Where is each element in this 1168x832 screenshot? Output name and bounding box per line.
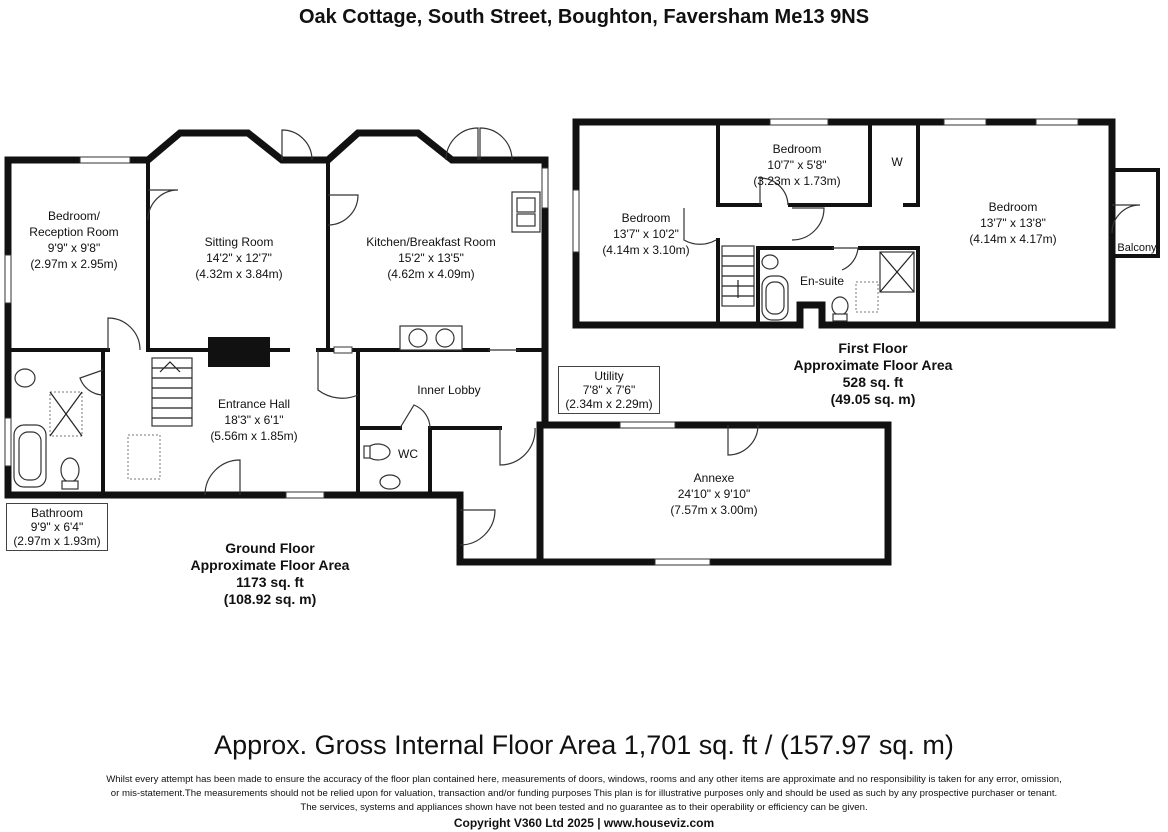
room-label-sitting-room	[195, 235, 282, 281]
svg-text:Annexe: Annexe	[693, 471, 735, 485]
svg-text:Bedroom: Bedroom	[621, 211, 671, 225]
svg-text:Bedroom: Bedroom	[988, 200, 1038, 214]
svg-text:(5.56m x 1.85m): (5.56m x 1.85m)	[210, 429, 298, 443]
room-label-annexe	[670, 471, 757, 517]
svg-text:(4.14m x 3.10m): (4.14m x 3.10m)	[602, 243, 690, 257]
room-label-ff-bedroom-right	[969, 200, 1056, 246]
svg-text:Bedroom: Bedroom	[772, 142, 822, 156]
room-label-entrance-hall	[210, 397, 297, 443]
room-label-inner-lobby: Inner Lobby	[417, 383, 481, 397]
room-label-kitchen	[366, 235, 495, 281]
svg-text:10'7" x 5'8": 10'7" x 5'8"	[767, 158, 827, 172]
svg-text:24'10" x 9'10": 24'10" x 9'10"	[677, 487, 751, 501]
svg-text:13'7" x 13'8": 13'7" x 13'8"	[980, 216, 1046, 230]
first-floor-area: First Floor Approximate Floor Area 528 sq. ft (49.05 sq. m)	[793, 340, 953, 407]
svg-text:13'7" x 10'2": 13'7" x 10'2"	[613, 227, 679, 241]
room-label-utility: Utility 7'8" x 7'6" (2.34m x 2.29m)	[558, 366, 660, 414]
room-label-bathroom: Bathroom 9'9" x 6'4" (2.97m x 1.93m)	[6, 503, 108, 551]
svg-text:Reception Room: Reception Room	[29, 225, 119, 239]
copyright: Copyright V360 Ltd 2025 | www.houseviz.com	[453, 816, 715, 830]
room-label-bedroom-reception	[29, 209, 118, 271]
room-label-ensuite: En-suite	[799, 274, 845, 288]
svg-text:(4.14m x 4.17m): (4.14m x 4.17m)	[969, 232, 1057, 246]
room-label-wc: WC	[398, 447, 418, 461]
room-label-balcony: Balcony	[1117, 242, 1157, 254]
room-label-ff-bedroom-small	[753, 142, 840, 188]
room-label-wardrobe: W	[891, 155, 903, 169]
svg-text:Kitchen/Breakfast Room: Kitchen/Breakfast Room	[366, 235, 496, 249]
svg-text:(7.57m x 3.00m): (7.57m x 3.00m)	[670, 503, 758, 517]
svg-text:15'2" x 13'5": 15'2" x 13'5"	[398, 251, 464, 265]
svg-text:18'3" x 6'1": 18'3" x 6'1"	[224, 413, 284, 427]
room-label-ff-bedroom-left	[602, 211, 689, 257]
svg-text:Sitting Room: Sitting Room	[204, 235, 274, 249]
ground-floor-area: Ground Floor Approximate Floor Area 1173 sq. ft (108.92 sq. m)	[190, 540, 350, 607]
svg-text:Bedroom/: Bedroom/	[47, 209, 101, 223]
svg-text:(3.23m x 1.73m): (3.23m x 1.73m)	[753, 174, 841, 188]
gross-floor-area: Approx. Gross Internal Floor Area 1,701 sq. ft / (157.97 sq. m)	[214, 730, 954, 760]
svg-text:(2.97m x 2.95m): (2.97m x 2.95m)	[30, 257, 118, 271]
plan-title: Oak Cottage, South Street, Boughton, Faversham Me13 9NS	[298, 6, 870, 28]
svg-text:14'2" x 12'7": 14'2" x 12'7"	[206, 251, 272, 265]
svg-text:Entrance Hall: Entrance Hall	[217, 397, 291, 411]
svg-text:(4.62m x 4.09m): (4.62m x 4.09m)	[387, 267, 475, 281]
svg-text:9'9" x 9'8": 9'9" x 9'8"	[47, 241, 101, 255]
disclaimer: Whilst every attempt has been made to ensure the accuracy of the floor plan contained here, measurements of doors, windows, rooms and any other items are approximate and no responsibility is taken for any error, omission, or mis-statement.The measurements should not be relied upon for valuation, transaction and/or funding purposes This plan is for illustrative purposes only and should be used as such by any prospective purchaser or tenant. The services, systems and appliances shown have not been tested and no guarantee as to their operability or efficiency can be given.	[106, 774, 1062, 813]
svg-text:(4.32m x 3.84m): (4.32m x 3.84m)	[195, 267, 283, 281]
